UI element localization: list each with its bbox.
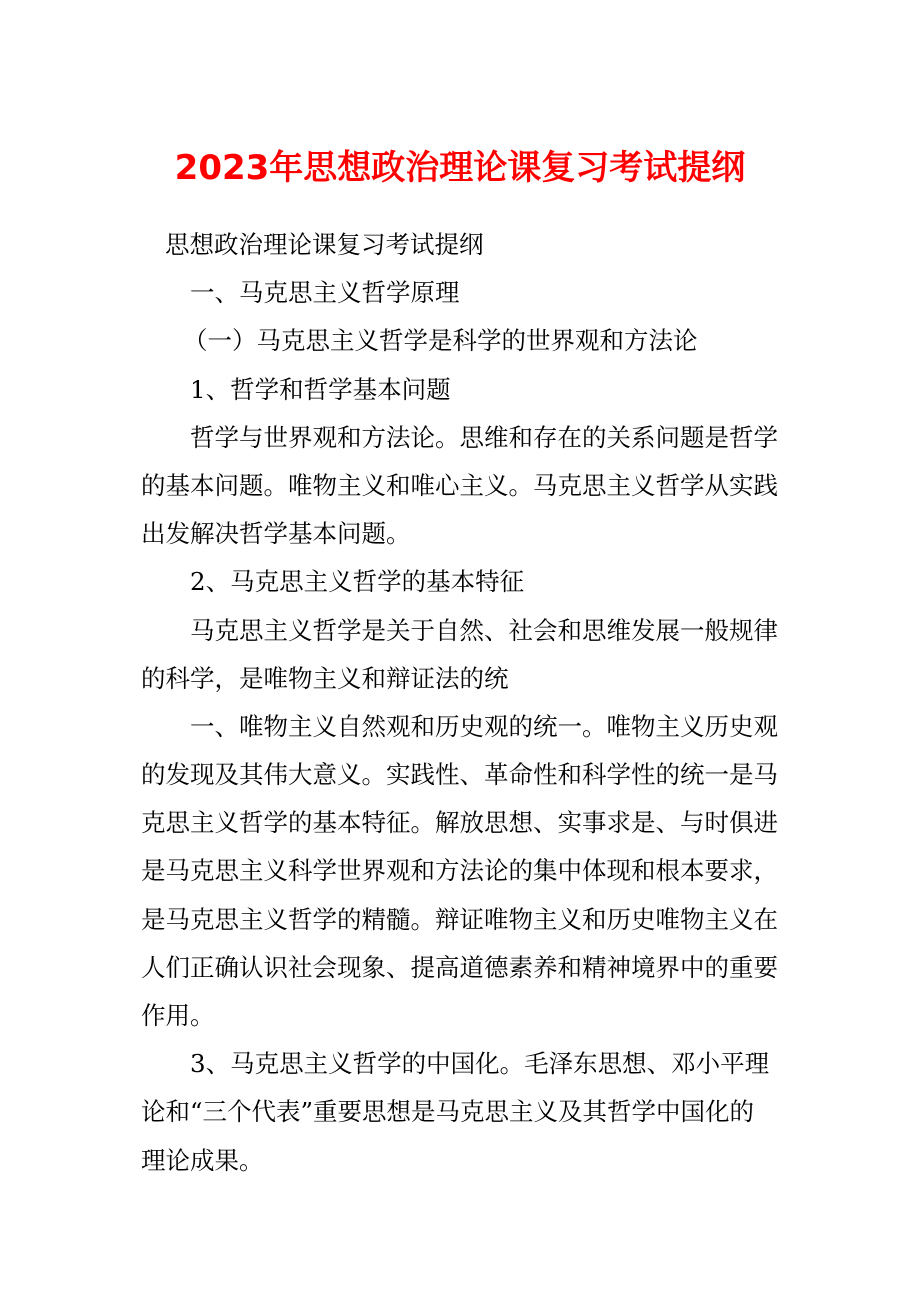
text-line: 的发现及其伟大意义。实践性、革命性和科学性的统一是马 xyxy=(141,760,778,790)
document-body xyxy=(141,221,801,1185)
text-line: （一）马克思主义哲学是科学的世界观和方法论 xyxy=(183,326,698,356)
text-line: 马克思主义哲学是关于自然、社会和思维发展一般规律 xyxy=(190,615,778,645)
paragraph xyxy=(141,269,801,317)
text-line: 哲学与世界观和方法论。思维和存在的关系问题是哲学 xyxy=(190,422,778,452)
text-line: 的基本问题。唯物主义和唯心主义。马克思主义哲学从实践 xyxy=(141,470,778,500)
text-line: 思想政治理论课复习考试提纲 xyxy=(165,230,484,259)
text-line: 1、哲学和哲学基本问题 xyxy=(190,374,451,404)
text-line: 一、马克思主义哲学原理 xyxy=(190,278,460,308)
text-line: 是马克思主义哲学的精髓。辩证唯物主义和历史唯物主义在 xyxy=(141,904,778,934)
text-line: 是马克思主义科学世界观和方法论的集中体现和根本要求， xyxy=(141,856,778,886)
paragraph xyxy=(141,317,801,365)
text-line: 克思主义哲学的基本特征。解放思想、实事求是、与时俱进 xyxy=(141,808,778,838)
paragraph xyxy=(141,221,801,269)
paragraph xyxy=(141,366,801,414)
document-title: 2023年思想政治理论课复习考试提纲 xyxy=(174,148,746,188)
text-line: 人们正确认识社会现象、提高道德素养和精神境界中的重要 xyxy=(141,952,778,982)
text-line: 论和“三个代表”重要思想是马克思主义及其哲学中国化的 xyxy=(141,1097,755,1127)
text-line: 理论成果。 xyxy=(141,1145,264,1175)
text-line: 2、马克思主义哲学的基本特征 xyxy=(190,567,525,597)
text-line: 一、唯物主义自然观和历史观的统一。唯物主义历史观 xyxy=(190,711,778,741)
text-line: 作用。 xyxy=(141,1001,215,1030)
text-line: 3、马克思主义哲学的中国化。毛泽东思想、邓小平理 xyxy=(190,1049,770,1079)
text-line: 的科学，是唯物主义和辩证法的统 xyxy=(141,663,509,693)
paragraph xyxy=(141,607,801,703)
paragraph xyxy=(141,558,801,606)
paragraph xyxy=(141,414,801,559)
paragraph xyxy=(141,1040,801,1185)
text-line: 出发解决哲学基本问题。 xyxy=(141,519,411,549)
paragraph xyxy=(141,703,801,1040)
